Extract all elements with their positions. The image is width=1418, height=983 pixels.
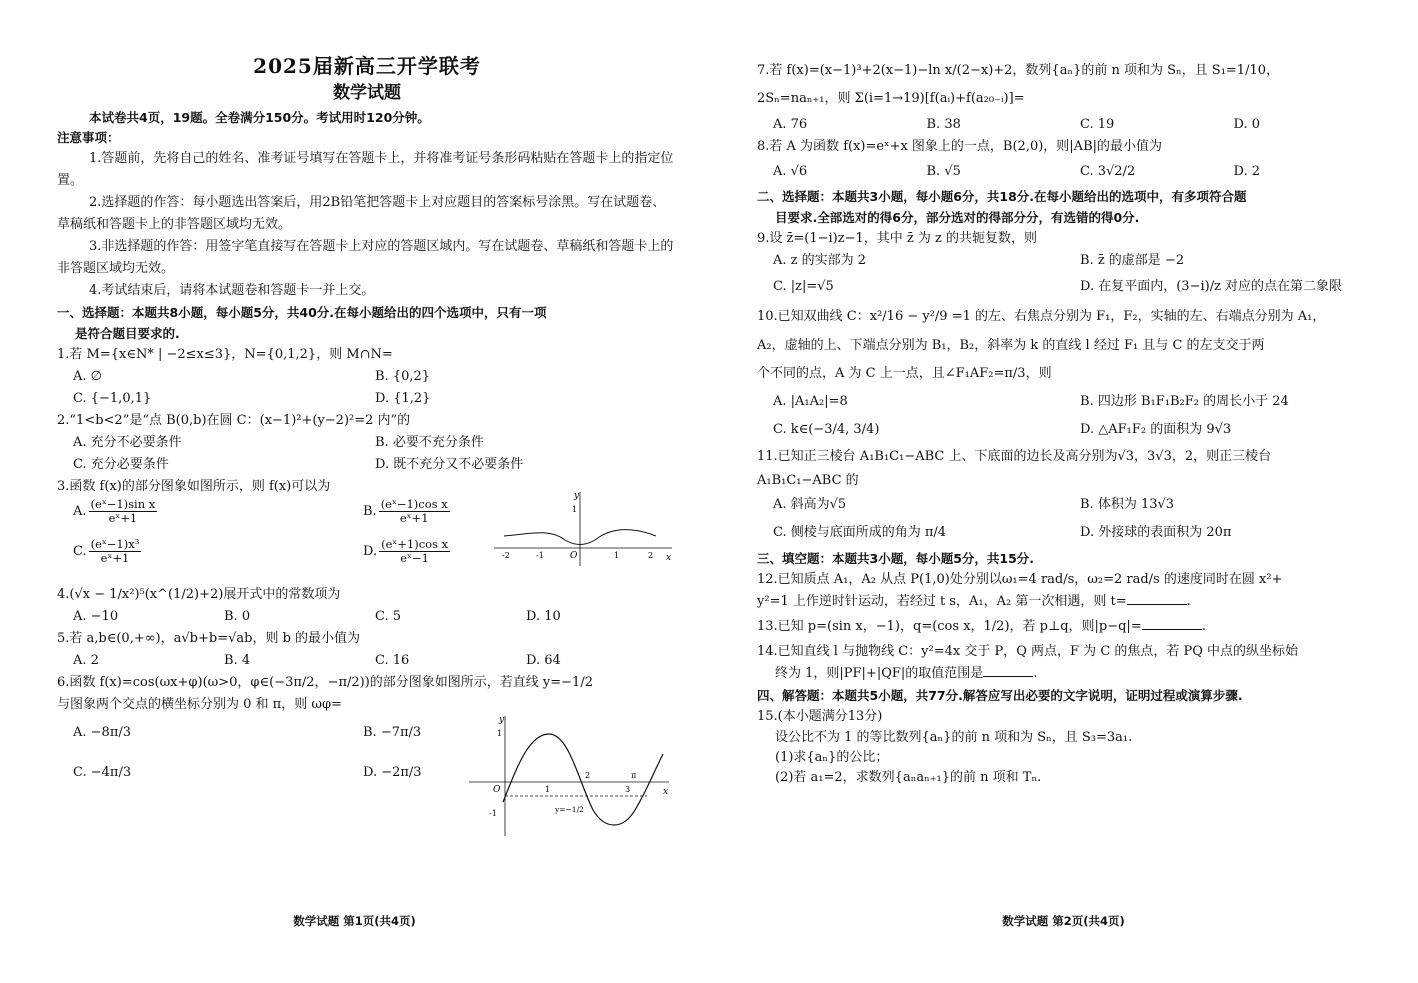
page-2-footer: 数学试题 第2页(共4页) xyxy=(1002,914,1125,928)
tick-label: 2 xyxy=(648,551,654,560)
tick-label: 1 xyxy=(614,551,620,560)
q10-option-a: A. |A₁A₂|=8 xyxy=(773,394,848,409)
q10-options-2 xyxy=(757,416,1387,444)
numerator: (eˣ−1)cos x xyxy=(380,497,448,511)
question-4: 4.(√x − 1/x²)⁵(x^(1/2)+2)展开式中的常数项为 xyxy=(57,587,341,602)
q11-option-b: B. 体积为 13√3 xyxy=(1080,497,1175,512)
line-label: y=−1/2 xyxy=(555,805,584,814)
q5-options xyxy=(57,650,677,672)
question-6-line1: 6.函数 f(x)=cos(ωx+φ)(ω>0，φ∈(−3π/2，−π/2))的部分图象如图所示，若直线 y=−1/2 xyxy=(57,675,593,690)
left-column xyxy=(57,52,677,826)
notice-item: 2.选择题的作答：每小题选出答案后，用2B铅笔把答题卡上对应题目的答案标号涂黑。写在试题卷、草稿纸和答题卡上的非答题区域均无效。 xyxy=(57,195,666,232)
q8-option-a: A. √6 xyxy=(773,164,808,179)
q3-graph xyxy=(490,488,676,570)
q4-option-b: B. 0 xyxy=(224,609,251,624)
origin-label: O xyxy=(570,551,578,561)
option-label: B. xyxy=(363,504,377,519)
q7-option-b: B. 38 xyxy=(926,117,961,132)
question-14-text: 终为 1，则|PF|+|QF|的取值范围是 xyxy=(775,666,984,681)
q2-option-b: B. 必要不充分条件 xyxy=(375,435,484,450)
notice-item: 3.非选择题的作答：用签字笔直接写在答题卡上对应的答题区域内。写在试题卷、草稿纸和答题卡上的非答题区域均无效。 xyxy=(57,239,674,276)
tick-label: 1 xyxy=(497,729,503,738)
section-1-line2: 是符合题目要求的. xyxy=(75,326,180,341)
q4-option-c: C. 5 xyxy=(375,609,402,624)
question-12-line2: y²=1 上作逆时针运动，若经过 t s，A₁，A₂ 第一次相遇，则 t= . xyxy=(757,594,1191,609)
question-11-line1: 11.已知正三棱台 A₁B₁C₁−ABC 上、下底面的边长及高分别为√3，3√3，2，则正三棱台 xyxy=(757,449,1272,464)
q1-option-d: D. {1,2} xyxy=(375,391,431,406)
notice-heading: 注意事项： xyxy=(57,130,120,145)
q9-option-d: D. 在复平面内，(3−i)/z 对应的点在第二象限 xyxy=(1080,279,1343,294)
tick-label: 1 xyxy=(572,505,578,514)
q11-options-2 xyxy=(757,518,1387,548)
q9-option-a: A. z 的实部为 2 xyxy=(773,253,867,268)
question-9: 9.设 z̄=(1−i)z−1，其中 z̄ 为 z 的共轭复数，则 xyxy=(757,231,1037,246)
tick-label: 1 xyxy=(545,785,551,794)
q8-options xyxy=(757,158,1387,186)
q2-option-d: D. 既不充分又不必要条件 xyxy=(375,457,524,472)
question-8: 8.若 A 为函数 f(x)=eˣ+x 图象上的一点，B(2,0)，则|AB|的最小值为 xyxy=(757,139,1162,154)
question-11-line2: A₁B₁C₁−ABC 的 xyxy=(757,473,859,488)
q8-option-c: C. 3√2/2 xyxy=(1080,164,1136,179)
question-15-body: 设公比不为 1 的等比数列{aₙ}的前 n 项和为 Sₙ，且 S₃=3a₁. xyxy=(775,730,1133,745)
q7-option-d: D. 0 xyxy=(1233,117,1260,132)
tick-label: -1 xyxy=(536,551,544,560)
q8-option-b: B. √5 xyxy=(926,164,961,179)
answer-blank[interactable] xyxy=(1142,617,1202,630)
question-10-line3: 个不同的点，A 为 C 上一点，且∠F₁AF₂=π/3，则 xyxy=(757,366,1052,381)
question-12-text: y²=1 上作逆时针运动，若经过 t s，A₁，A₂ 第一次相遇，则 t= xyxy=(757,594,1127,609)
q9-options-2 xyxy=(757,272,1387,302)
q3-option-c xyxy=(57,538,363,565)
q6-option-b: B. −7π/3 xyxy=(363,725,422,740)
section-3-heading: 三、填空题：本题共3小题，每小题5分，共15分. xyxy=(757,551,1035,566)
q7-options xyxy=(757,114,1387,136)
tick-label: -1 xyxy=(489,809,497,818)
tick-label: 3 xyxy=(625,785,631,794)
section-2-line2: 目要求.全部选对的得6分，部分选对的得部分分，有选错的得0分. xyxy=(775,210,1140,225)
numerator: (eˣ−1)sin x xyxy=(90,497,156,511)
q4-option-d: D. 10 xyxy=(526,609,561,624)
q6-graph xyxy=(467,712,673,838)
question-7-line2: 2Sₙ=naₙ₊₁，则 Σ(i=1→19)[f(aᵢ)+f(a₂₀₋ᵢ)]= xyxy=(757,91,1025,106)
q6-block xyxy=(57,716,677,826)
q10-options xyxy=(757,388,1387,416)
section-2-heading xyxy=(757,186,1387,228)
q2-options-2 xyxy=(57,454,677,476)
question-13-text: 13.已知 p=(sin x，−1)，q=(cos x，1/2)，若 p⊥q，则|p−q|= xyxy=(757,619,1142,634)
denominator: eˣ−1 xyxy=(400,551,429,565)
q5-option-d: D. 64 xyxy=(526,653,561,668)
q1-options-2 xyxy=(57,388,677,410)
q11-options xyxy=(757,492,1387,518)
question-14-line2: 终为 1，则|PF|+|QF|的取值范围是 . xyxy=(775,666,1038,681)
q6-option-c: C. −4π/3 xyxy=(73,765,132,780)
question-1: 1.若 M={x∈N* | −2≤x≤3}，N={0,1,2}，则 M∩N= xyxy=(57,347,393,362)
exam-title: 2025届新高三开学联考 xyxy=(253,54,481,78)
q3-option-a xyxy=(57,498,363,525)
fraction xyxy=(379,498,450,525)
q10-option-d: D. △AF₁F₂ 的面积为 9√3 xyxy=(1080,422,1232,437)
question-2: 2.“1<b<2”是“点 B(0,b)在圆 C：(x−1)²+(y−2)²=2 内”的 xyxy=(57,413,411,428)
answer-blank[interactable] xyxy=(983,664,1033,677)
denominator: eˣ+1 xyxy=(108,511,138,525)
q1-option-b: B. {0,2} xyxy=(375,369,431,384)
question-13: 13.已知 p=(sin x，−1)，q=(cos x，1/2)，若 p⊥q，则|p−q|= . xyxy=(757,619,1206,634)
q7-option-c: C. 19 xyxy=(1080,117,1115,132)
question-15-part2: (2)若 a₁=2，求数列{aₙaₙ₊₁}的前 n 项和 Tₙ. xyxy=(775,770,1042,785)
question-10-line2: A₂，虚轴的上、下端点分别为 B₁，B₂，斜率为 k 的直线 l 经过 F₁ 且与 C 的左支交于两 xyxy=(757,338,1265,353)
q1-option-c: C. {−1,0,1} xyxy=(73,391,152,406)
q11-option-d: D. 外接球的表面积为 20π xyxy=(1080,525,1232,540)
section-4-heading: 四、解答题：本题共5小题，共77分.解答应写出必要的文字说明，证明过程或演算步骤. xyxy=(757,688,1243,703)
fraction xyxy=(89,498,158,525)
question-12-line1: 12.已知质点 A₁，A₂ 从点 P(1,0)处分别以ω₁=4 rad/s，ω₂=2 rad/s 的速度同时在圆 x²+ xyxy=(757,572,1283,587)
q6-option-d: D. −2π/3 xyxy=(363,765,422,780)
origin-label: O xyxy=(493,785,501,795)
q3-option-d xyxy=(347,538,452,565)
numerator: (eˣ+1)cos x xyxy=(381,537,449,551)
question-15-header: 15.(本小题满分13分) xyxy=(757,709,883,724)
exam-subtitle: 数学试题 xyxy=(333,83,401,103)
tick-label: π xyxy=(631,771,637,780)
q2-options xyxy=(57,432,677,454)
q9-option-b: B. z̄ 的虚部是 −2 xyxy=(1080,253,1185,268)
section-1-line1: 一、选择题：本题共8小题，每小题5分，共40分.在每小题给出的四个选项中，只有一项 xyxy=(57,305,547,320)
q5-option-c: C. 16 xyxy=(375,653,410,668)
option-label: C. xyxy=(73,544,87,559)
question-5: 5.若 a,b∈(0,+∞)，a√b+b=√ab，则 b 的最小值为 xyxy=(57,631,361,646)
tick-label: 2 xyxy=(585,771,591,780)
question-3: 3.函数 f(x)的部分图象如图所示，则 f(x)可以为 xyxy=(57,479,331,494)
fraction xyxy=(89,538,142,565)
q5-option-a: A. 2 xyxy=(73,653,99,668)
q10-option-b: B. 四边形 B₁F₁B₂F₂ 的周长小于 24 xyxy=(1080,394,1289,409)
y-label: y xyxy=(574,491,580,501)
q7-option-a: A. 76 xyxy=(773,117,808,132)
option-label: D. xyxy=(363,544,378,559)
denominator: eˣ+1 xyxy=(100,551,130,565)
q9-option-c: C. |z|=√5 xyxy=(773,279,834,294)
numerator: (eˣ−1)x³ xyxy=(90,537,140,551)
question-15-part1: (1)求{aₙ}的公比； xyxy=(775,750,889,765)
q1-options xyxy=(57,366,677,388)
notice-item: 1.答题前，先将自己的姓名、准考证号填写在答题卡上，并将准考证号条形码粘贴在答题卡上的指定位置。 xyxy=(57,151,674,188)
option-label: A. xyxy=(73,504,87,519)
answer-blank[interactable] xyxy=(1127,592,1187,605)
q2-option-a: A. 充分不必要条件 xyxy=(73,435,182,450)
q6-option-a: A. −8π/3 xyxy=(73,725,132,740)
question-7-line1: 7.若 f(x)=(x−1)³+2(x−1)−ln x/(2−x)+2，数列{aₙ}的前 n 项和为 Sₙ，且 S₁=1/10， xyxy=(757,63,1279,78)
q9-options xyxy=(757,250,1387,272)
tick-label: -2 xyxy=(502,551,510,560)
page-1-footer: 数学试题 第1页(共4页) xyxy=(293,914,416,928)
q1-option-a: A. ∅ xyxy=(73,369,102,384)
q2-option-c: C. 充分必要条件 xyxy=(73,457,169,472)
fraction xyxy=(379,538,450,565)
y-label: y xyxy=(499,715,505,725)
q5-option-b: B. 4 xyxy=(224,653,251,668)
q8-option-d: D. 2 xyxy=(1233,164,1260,179)
right-column xyxy=(757,58,1387,788)
q3-block xyxy=(57,491,677,580)
page-2 xyxy=(709,0,1418,983)
exam-intro: 本试卷共4页，19题。全卷满分150分。考试用时120分钟。 xyxy=(89,110,430,125)
x-label: x xyxy=(663,787,669,797)
q3-option-b xyxy=(347,498,452,525)
q11-option-c: C. 侧棱与底面所成的角为 π/4 xyxy=(773,525,947,540)
denominator: eˣ+1 xyxy=(399,511,429,525)
question-14-line1: 14.已知直线 l 与抛物线 C：y²=4x 交于 P，Q 两点，F 为 C 的焦点，若 PQ 中点的纵坐标始 xyxy=(757,644,1299,659)
question-10-line1: 10.已知双曲线 C：x²/16 − y²/9 =1 的左、右焦点分别为 F₁，F₂，实轴的左、右端点分别为 A₁， xyxy=(757,309,1326,324)
q10-option-c: C. k∈(−3/4, 3/4) xyxy=(773,422,880,437)
section-1-heading xyxy=(57,302,677,344)
x-label: x xyxy=(666,553,672,563)
q4-option-a: A. −10 xyxy=(73,609,119,624)
q4-options xyxy=(57,606,677,628)
q11-option-a: A. 斜高为√5 xyxy=(773,497,847,512)
section-2-line1: 二、选择题：本题共3小题，每小题6分，共18分.在每小题给出的选项中，有多项符合题 xyxy=(757,189,1247,204)
question-6-line2: 与图象两个交点的横坐标分别为 0 和 π，则 ωφ= xyxy=(57,697,342,712)
notice-item: 4.考试结束后，请将本试题卷和答题卡一并上交。 xyxy=(89,283,375,298)
